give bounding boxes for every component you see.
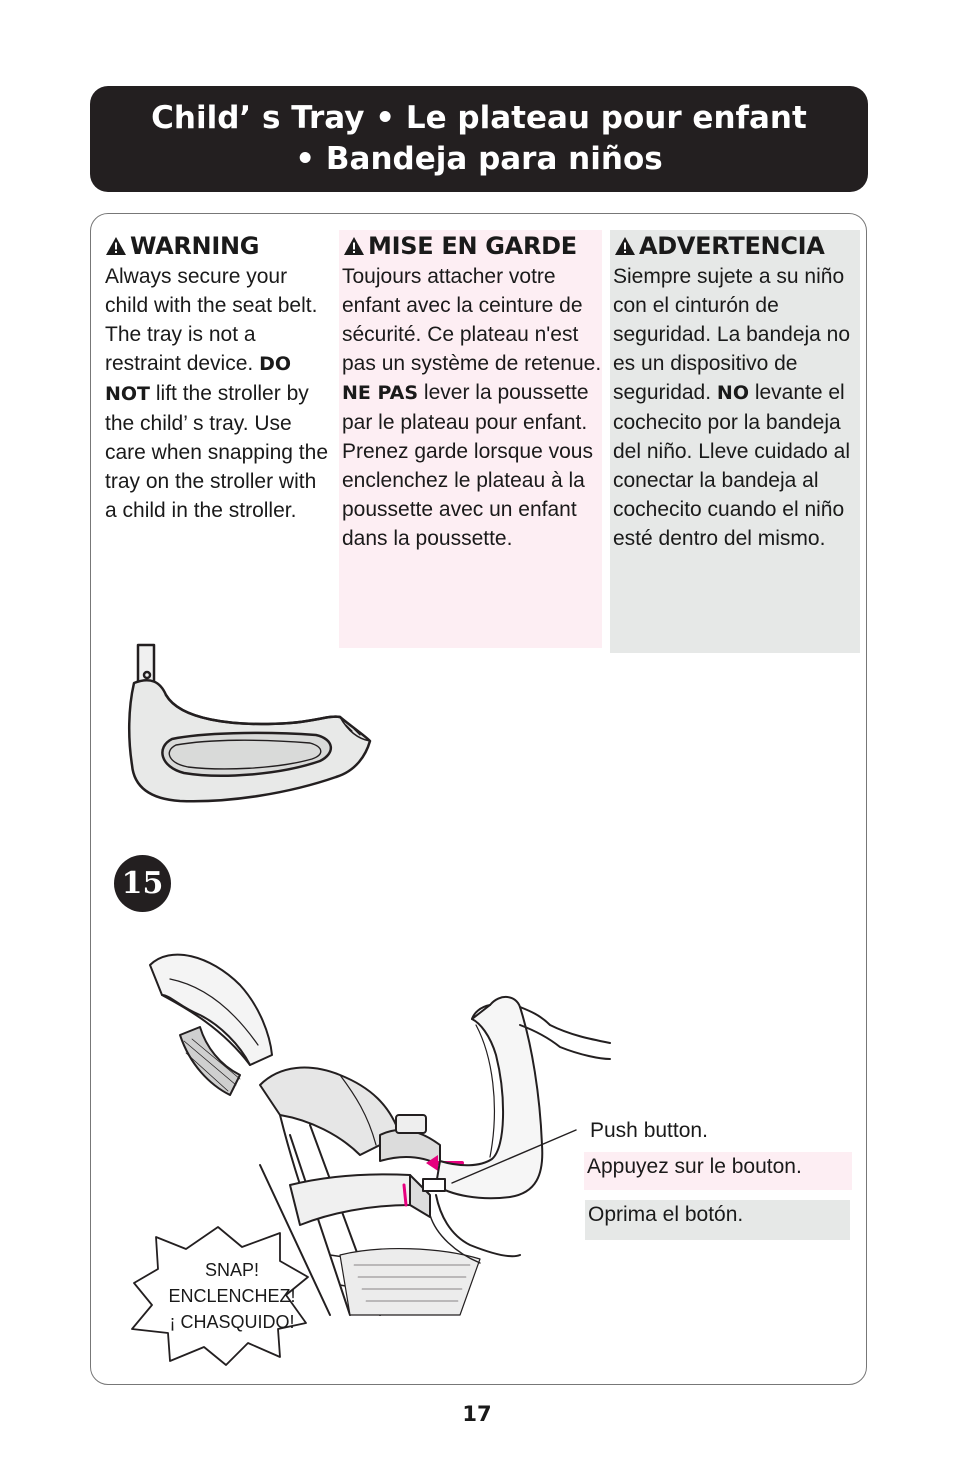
warning-title-es: ADVERTENCIA [610, 230, 860, 262]
snap-text-fr: ENCLENCHEZ! [168, 1286, 296, 1306]
page-title-line-1: Child’ s Tray • Le plateau pour enfant [151, 100, 807, 136]
warning-triangle-icon [105, 236, 127, 256]
snap-text-en: SNAP! [204, 1260, 260, 1280]
warning-triangle-icon [614, 236, 636, 256]
push-button-label-fr: Appuyez sur le bouton. [584, 1152, 852, 1190]
warning-title-fr: MISE EN GARDE [339, 230, 602, 262]
title-bar [90, 86, 868, 192]
page-number: 17 [462, 1402, 492, 1426]
warning-english [105, 230, 333, 525]
warning-body-fr: Toujours attacher votre enfant avec la ceinture de sécurité. Ce plateau n'est pas un système de retenue. NE PAS lever la poussette par le plateau pour enfant. Prenez garde lorsque vous enclenchez le plateau à la poussette avec un enfant dans la poussette. [342, 265, 602, 550]
warning-french [339, 230, 602, 648]
push-button-label-en: Push button. [590, 1119, 708, 1142]
warning-title-en: WARNING [105, 230, 333, 262]
push-button-label-es: Oprima el botón. [585, 1200, 850, 1240]
child-tray-illustration [120, 635, 380, 815]
page-title-line-2: • Bandeja para niños [295, 141, 663, 177]
warning-triangle-icon [343, 236, 365, 256]
warning-body-es: Siempre sujete a su niño con el cinturón de seguridad. La bandeja no es un dispositivo de seguridad. NO levante el cochecito por la bandeja del niño. Lleve cuidado al conectar la bandeja al cochecito cuando el niño esté dentro del mismo. [613, 265, 851, 550]
step-number-badge: 15 [114, 855, 171, 912]
warning-spanish [610, 230, 860, 653]
snap-text-es: ¡ CHASQUIDO! [169, 1312, 295, 1332]
snap-callout-text [150, 1257, 314, 1335]
warning-body-en: Always secure your child with the seat belt. The tray is not a restraint device. DO NOT lift the stroller by the child’ s tray. Use care when snapping the tray on the stroller with a child in the stroller. [105, 265, 328, 522]
